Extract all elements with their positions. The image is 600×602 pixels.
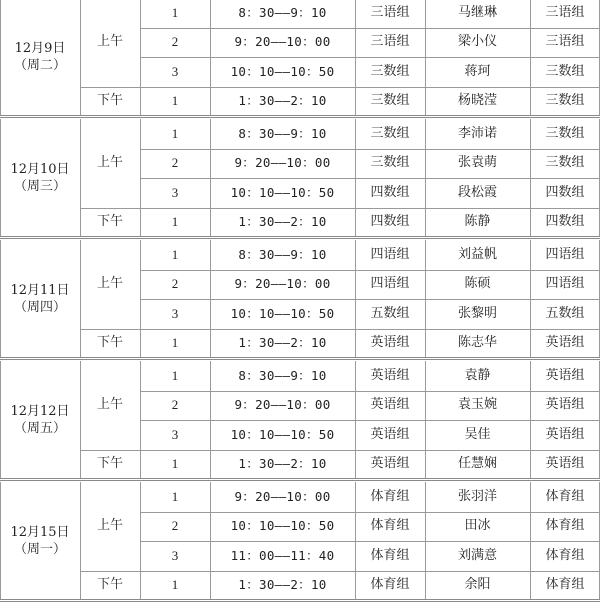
lesson-time: 1：30——2：10 (238, 456, 327, 472)
teacher-name: 马继琳 (457, 4, 497, 20)
department: 三数组 (545, 125, 585, 141)
period-label: 下午 (96, 577, 123, 593)
teacher-name: 袁玉婉 (457, 397, 497, 413)
lesson-time: 10：10——10：50 (230, 426, 335, 442)
lesson-number: 1 (171, 246, 179, 262)
column-divider (80, 119, 81, 237)
lesson-time: 10：10——10：50 (230, 63, 335, 79)
teaching-group: 三数组 (370, 125, 410, 141)
block-separator (0, 357, 600, 360)
lesson-number: 1 (171, 488, 179, 504)
period-label: 下午 (96, 335, 123, 351)
column-divider (425, 240, 426, 358)
teacher-name: 刘益帆 (457, 246, 497, 262)
lesson-time: 10：10——10：50 (230, 518, 335, 534)
column-divider (210, 0, 211, 116)
lesson-number: 3 (171, 63, 179, 79)
period-label: 上午 (96, 276, 123, 292)
column-divider (210, 361, 211, 479)
teaching-group: 英语组 (370, 456, 410, 472)
column-divider (0, 361, 1, 479)
teaching-group: 体育组 (370, 577, 410, 593)
teaching-group: 三数组 (370, 63, 410, 79)
teaching-group: 英语组 (370, 426, 410, 442)
column-divider (530, 0, 531, 116)
row-divider (140, 270, 600, 271)
teaching-group: 三数组 (370, 155, 410, 171)
department: 英语组 (545, 426, 585, 442)
department: 四数组 (545, 184, 585, 200)
block-separator (0, 236, 600, 239)
column-divider (140, 0, 141, 116)
teaching-group: 四语组 (370, 276, 410, 292)
column-divider (0, 482, 1, 600)
lesson-number: 1 (171, 367, 179, 383)
teaching-group: 英语组 (370, 397, 410, 413)
column-divider (80, 361, 81, 479)
teaching-group: 三语组 (370, 4, 410, 20)
teacher-name: 张袁萌 (457, 155, 497, 171)
teaching-group: 体育组 (370, 518, 410, 534)
lesson-number: 1 (171, 335, 179, 351)
period-label: 上午 (96, 34, 123, 50)
row-divider (140, 28, 600, 29)
row-divider (140, 420, 600, 421)
lesson-number: 1 (171, 125, 179, 141)
department: 英语组 (545, 367, 585, 383)
lesson-time: 9：20——10：00 (234, 155, 331, 171)
period-label: 上午 (96, 518, 123, 534)
row-divider (80, 87, 600, 88)
day-date-cell (0, 240, 80, 358)
row-divider (140, 512, 600, 513)
row-divider (140, 391, 600, 392)
column-divider (355, 240, 356, 358)
lesson-time: 8：30——9：10 (238, 367, 327, 383)
column-divider (140, 119, 141, 237)
lesson-number: 1 (171, 93, 179, 109)
department: 四语组 (545, 246, 585, 262)
teacher-name: 田冰 (464, 518, 491, 534)
column-divider (425, 482, 426, 600)
teacher-name: 杨晓滢 (457, 93, 497, 109)
row-divider (140, 178, 600, 179)
teaching-group: 三语组 (370, 34, 410, 50)
teacher-name: 段松霞 (457, 184, 497, 200)
teacher-name: 陈硕 (464, 276, 491, 292)
department: 四语组 (545, 276, 585, 292)
day-weekday: （周五） (13, 421, 66, 436)
lesson-number: 2 (171, 34, 179, 50)
teacher-name: 陈志华 (457, 335, 497, 351)
department: 三数组 (545, 63, 585, 79)
period-label: 上午 (96, 155, 123, 171)
column-divider (210, 240, 211, 358)
column-divider (140, 482, 141, 600)
day-weekday: （周一） (13, 542, 66, 557)
teaching-group: 三数组 (370, 93, 410, 109)
department: 英语组 (545, 397, 585, 413)
column-divider (530, 119, 531, 237)
lesson-time: 9：20——10：00 (234, 488, 331, 504)
teaching-group: 体育组 (370, 547, 410, 563)
column-divider (140, 361, 141, 479)
department: 三数组 (545, 93, 585, 109)
row-divider (140, 541, 600, 542)
lesson-time: 9：20——10：00 (234, 397, 331, 413)
department: 英语组 (545, 456, 585, 472)
lesson-time: 1：30——2：10 (238, 335, 327, 351)
lesson-number: 1 (171, 456, 179, 472)
lesson-number: 1 (171, 577, 179, 593)
lesson-time: 8：30——9：10 (238, 246, 327, 262)
column-divider (0, 119, 1, 237)
column-divider (355, 361, 356, 479)
teacher-name: 张羽洋 (457, 488, 497, 504)
teaching-group: 四数组 (370, 184, 410, 200)
column-divider (80, 240, 81, 358)
column-divider (355, 482, 356, 600)
lesson-number: 2 (171, 518, 179, 534)
teacher-name: 吴佳 (464, 426, 491, 442)
row-divider (140, 57, 600, 58)
column-divider (80, 482, 81, 600)
column-divider (0, 240, 1, 358)
row-divider (80, 208, 600, 209)
column-divider (530, 240, 531, 358)
lesson-time: 8：30——9：10 (238, 4, 327, 20)
lesson-number: 2 (171, 397, 179, 413)
column-divider (355, 0, 356, 116)
teaching-group: 四数组 (370, 214, 410, 230)
lesson-time: 10：10——10：50 (230, 184, 335, 200)
lesson-number: 3 (171, 184, 179, 200)
department: 三数组 (545, 155, 585, 171)
department: 体育组 (545, 577, 585, 593)
lesson-time: 1：30——2：10 (238, 93, 327, 109)
teaching-group: 英语组 (370, 367, 410, 383)
teacher-name: 余阳 (464, 577, 491, 593)
day-date-cell (0, 119, 80, 237)
day-date-cell (0, 361, 80, 479)
column-divider (210, 482, 211, 600)
teacher-name: 张黎明 (457, 305, 497, 321)
row-divider (140, 149, 600, 150)
department: 三语组 (545, 4, 585, 20)
lesson-time: 9：20——10：00 (234, 34, 331, 50)
lesson-number: 3 (171, 305, 179, 321)
teacher-name: 李沛诺 (457, 125, 497, 141)
day-date: 12月9日 (14, 41, 66, 56)
department: 英语组 (545, 335, 585, 351)
teacher-name: 袁静 (464, 367, 491, 383)
day-date-cell (0, 0, 80, 116)
teacher-name: 刘满意 (457, 547, 497, 563)
teacher-name: 梁小仪 (457, 34, 497, 50)
day-date: 12月15日 (10, 525, 70, 540)
teaching-group: 五数组 (370, 305, 410, 321)
column-divider (425, 0, 426, 116)
row-divider (140, 299, 600, 300)
block-separator (0, 478, 600, 481)
day-weekday: （周二） (13, 58, 66, 73)
day-weekday: （周四） (13, 300, 66, 315)
column-divider (530, 361, 531, 479)
column-divider (80, 0, 81, 116)
lesson-number: 3 (171, 547, 179, 563)
column-divider (140, 240, 141, 358)
lesson-time: 11：00——11：40 (230, 547, 335, 563)
block-separator (0, 115, 600, 118)
teaching-group: 英语组 (370, 335, 410, 351)
lesson-time: 9：20——10：00 (234, 276, 331, 292)
column-divider (210, 119, 211, 237)
day-date: 12月11日 (10, 283, 70, 298)
period-label: 下午 (96, 93, 123, 109)
lesson-time: 10：10——10：50 (230, 305, 335, 321)
department: 五数组 (545, 305, 585, 321)
day-date: 12月10日 (10, 162, 70, 177)
period-label: 上午 (96, 397, 123, 413)
row-divider (80, 329, 600, 330)
lesson-time: 8：30——9：10 (238, 125, 327, 141)
column-divider (425, 361, 426, 479)
lesson-time: 1：30——2：10 (238, 214, 327, 230)
department: 体育组 (545, 518, 585, 534)
teaching-group: 体育组 (370, 488, 410, 504)
department: 三语组 (545, 34, 585, 50)
department: 体育组 (545, 547, 585, 563)
lesson-number: 1 (171, 214, 179, 230)
teacher-name: 蒋珂 (464, 63, 491, 79)
department: 体育组 (545, 488, 585, 504)
column-divider (0, 0, 1, 116)
lesson-number: 3 (171, 426, 179, 442)
column-divider (425, 119, 426, 237)
day-weekday: （周三） (13, 179, 66, 194)
lesson-number: 1 (171, 4, 179, 20)
period-label: 下午 (96, 456, 123, 472)
teacher-name: 任慧娴 (457, 456, 497, 472)
lesson-number: 2 (171, 155, 179, 171)
department: 四数组 (545, 214, 585, 230)
row-divider (80, 571, 600, 572)
day-date: 12月12日 (10, 404, 70, 419)
teaching-group: 四语组 (370, 246, 410, 262)
day-date-cell (0, 482, 80, 600)
column-divider (530, 482, 531, 600)
period-label: 下午 (96, 214, 123, 230)
teacher-name: 陈静 (464, 214, 491, 230)
lesson-number: 2 (171, 276, 179, 292)
row-divider (80, 450, 600, 451)
column-divider (355, 119, 356, 237)
lesson-time: 1：30——2：10 (238, 577, 327, 593)
